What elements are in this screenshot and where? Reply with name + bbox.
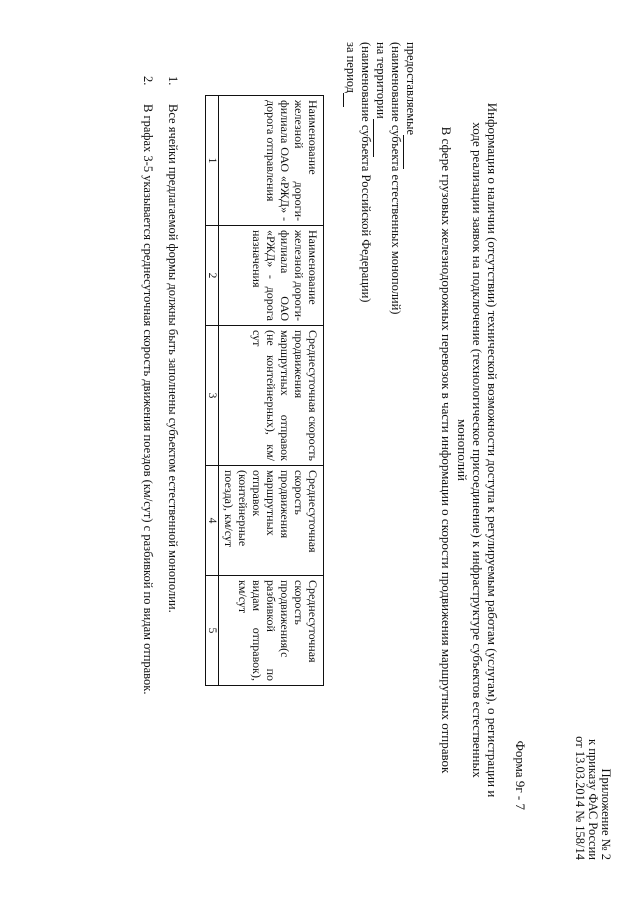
provided-label: предоставляемые xyxy=(404,42,418,136)
appendix-line-3: от 13.03.2014 № 158/14 xyxy=(573,736,587,860)
note-number: 1. xyxy=(166,76,180,86)
period-label: за период xyxy=(344,42,358,94)
period-line xyxy=(343,42,358,482)
territory-blank xyxy=(373,119,374,157)
column-number-cell: 1 xyxy=(206,96,219,226)
appendix-reference xyxy=(573,600,612,860)
territory-line xyxy=(373,42,388,482)
column-number-cell: 2 xyxy=(206,226,219,326)
provided-caption: (наименование субъекта естественных монополий) xyxy=(389,42,403,315)
header-cell-departure-road: Наименование железной дороги-филиала ОАО «РЖД» - дорога отправления xyxy=(219,96,324,226)
appendix-line-1: Приложение № 2 xyxy=(599,768,613,860)
note-number: 2. xyxy=(141,76,155,86)
column-number-cell: 3 xyxy=(206,326,219,466)
document-title: Информация о наличии (отсутствии) технической возможности доступа к регулируемым работам (услугам), о регистрации и ходе реализации заявок на подключение (технологическое присоединение) к инфраструктуре субъектов естественных монополий xyxy=(455,102,500,798)
header-cell-container-speed: Среднесуточная скорость продвижения маршрутных отправок (контейнерные поезда), км/сут xyxy=(219,466,324,576)
territory-caption: (наименование субъекта Российской Федерации) xyxy=(359,42,373,303)
period-blank xyxy=(343,93,344,107)
list-item xyxy=(165,76,180,836)
table-number-row xyxy=(206,96,219,686)
appendix-line-2: к приказу ФАС России xyxy=(586,739,600,860)
territory-label: на территории xyxy=(374,42,388,119)
header-cell-destination-road: Наименование железной дороги- филиала ОАО «РЖД» - дорога назначения xyxy=(219,226,324,326)
note-text: В графах 3-5 указывается среднесуточная скорость движения поездов (км/сут) с разбивкой по видам отправок. xyxy=(141,104,155,695)
speed-table xyxy=(205,95,324,686)
note-text: Все ячейки предлагаемой формы должны быть заполнены субъектом естественной монополии. xyxy=(166,104,180,613)
table-header-row xyxy=(219,96,324,686)
header-cell-non-container-speed: Среднесуточная скорость продвижения маршрутных отправок (не контейнерных), км/сут xyxy=(219,326,324,466)
document-subtitle: В сфере грузовых железнодорожных перевозок в части информации о скорости продвижения маршрутных отправок xyxy=(439,126,454,774)
list-item xyxy=(140,76,155,836)
provided-blank xyxy=(403,135,404,169)
notes-list xyxy=(130,76,180,836)
provided-block xyxy=(343,42,418,482)
form-label: Форма 9г - 7 xyxy=(513,740,528,810)
column-number-cell: 4 xyxy=(206,466,219,576)
header-cell-speed-by-type: Среднесуточная скорость продвижения(с разбивкой по видам отправок), км/сут xyxy=(219,576,324,686)
provided-line xyxy=(403,42,418,482)
column-number-cell: 5 xyxy=(206,576,219,686)
